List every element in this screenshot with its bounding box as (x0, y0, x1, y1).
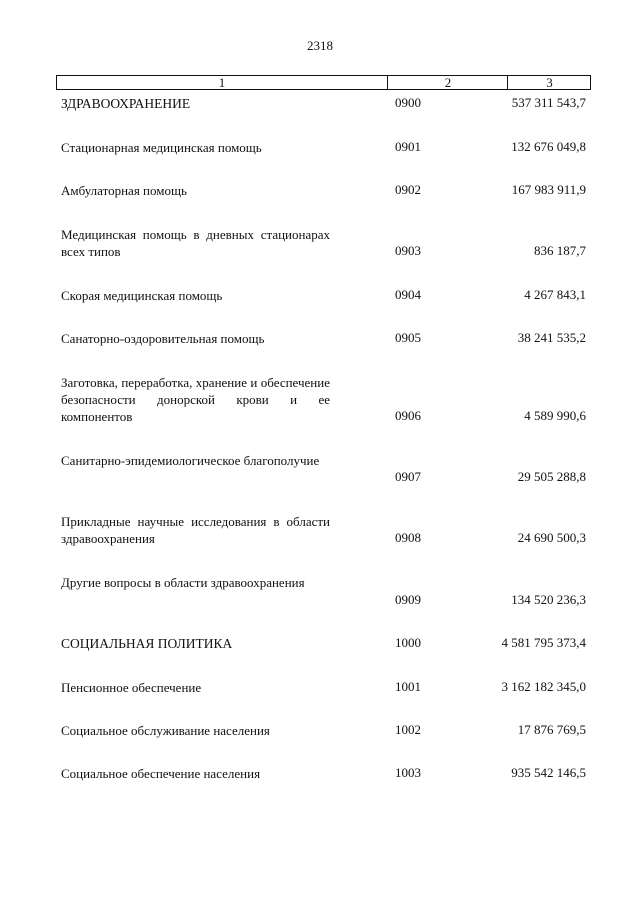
row-name: Социальное обслуживание населения (61, 723, 270, 738)
page-number: 2318 (307, 38, 333, 53)
row-code: 0904 (395, 287, 421, 302)
row-code: 1000 (395, 635, 421, 650)
row-name: Другие вопросы в области здравоохранения (61, 575, 305, 590)
row-name: Прикладные научные исследования в области здравоохранения (61, 514, 330, 546)
row-value: 17 876 769,5 (517, 722, 586, 737)
row-code: 1001 (395, 679, 421, 694)
row-name: Пенсионное обеспечение (61, 680, 202, 695)
row-name: ЗДРАВООХРАНЕНИЕ (61, 96, 191, 111)
row-code: 0905 (395, 330, 421, 345)
row-value: 836 187,7 (534, 243, 586, 258)
row-name: СОЦИАЛЬНАЯ ПОЛИТИКА (61, 636, 233, 651)
header-col-1: 1 (218, 75, 226, 90)
row-code: 0902 (395, 182, 421, 197)
row-name: Заготовка, переработка, хранение и обеспечение безопасности донорской крови и ее компонентов (61, 375, 330, 424)
row-name: Социальное обеспечение населения (61, 766, 261, 781)
row-value: 38 241 535,2 (517, 330, 586, 345)
row-name: Амбулаторная помощь (61, 183, 187, 198)
row-value: 132 676 049,8 (511, 139, 586, 154)
row-name: Санитарно-эпидемиологическое благополучие (61, 453, 320, 468)
row-code: 0907 (395, 469, 421, 484)
header-col-2: 2 (387, 76, 508, 89)
table-header (56, 75, 591, 90)
row-value: 4 581 795 373,4 (501, 635, 586, 650)
row-value: 3 162 182 345,0 (501, 679, 586, 694)
row-value: 935 542 146,5 (511, 765, 586, 780)
row-value: 4 589 990,6 (524, 408, 586, 423)
row-code: 0901 (395, 139, 421, 154)
row-value: 134 520 236,3 (511, 592, 586, 607)
row-code: 0903 (395, 243, 421, 258)
header-col-3: 3 (507, 76, 591, 89)
row-code: 0908 (395, 530, 421, 545)
row-code: 0906 (395, 408, 421, 423)
row-code: 1002 (395, 722, 421, 737)
row-name: Скорая медицинская помощь (61, 288, 223, 303)
row-value: 29 505 288,8 (517, 469, 586, 484)
row-name: Санаторно-оздоровительная помощь (61, 331, 265, 346)
row-value: 24 690 500,3 (517, 530, 586, 545)
row-code: 0909 (395, 592, 421, 607)
row-code: 0900 (395, 95, 421, 110)
row-name: Стационарная медицинская помощь (61, 140, 262, 155)
row-value: 167 983 911,9 (511, 182, 586, 197)
row-name: Медицинская помощь в дневных стационарах всех типов (61, 227, 330, 259)
row-code: 1003 (395, 765, 421, 780)
row-value: 4 267 843,1 (524, 287, 586, 302)
row-value: 537 311 543,7 (511, 95, 586, 110)
